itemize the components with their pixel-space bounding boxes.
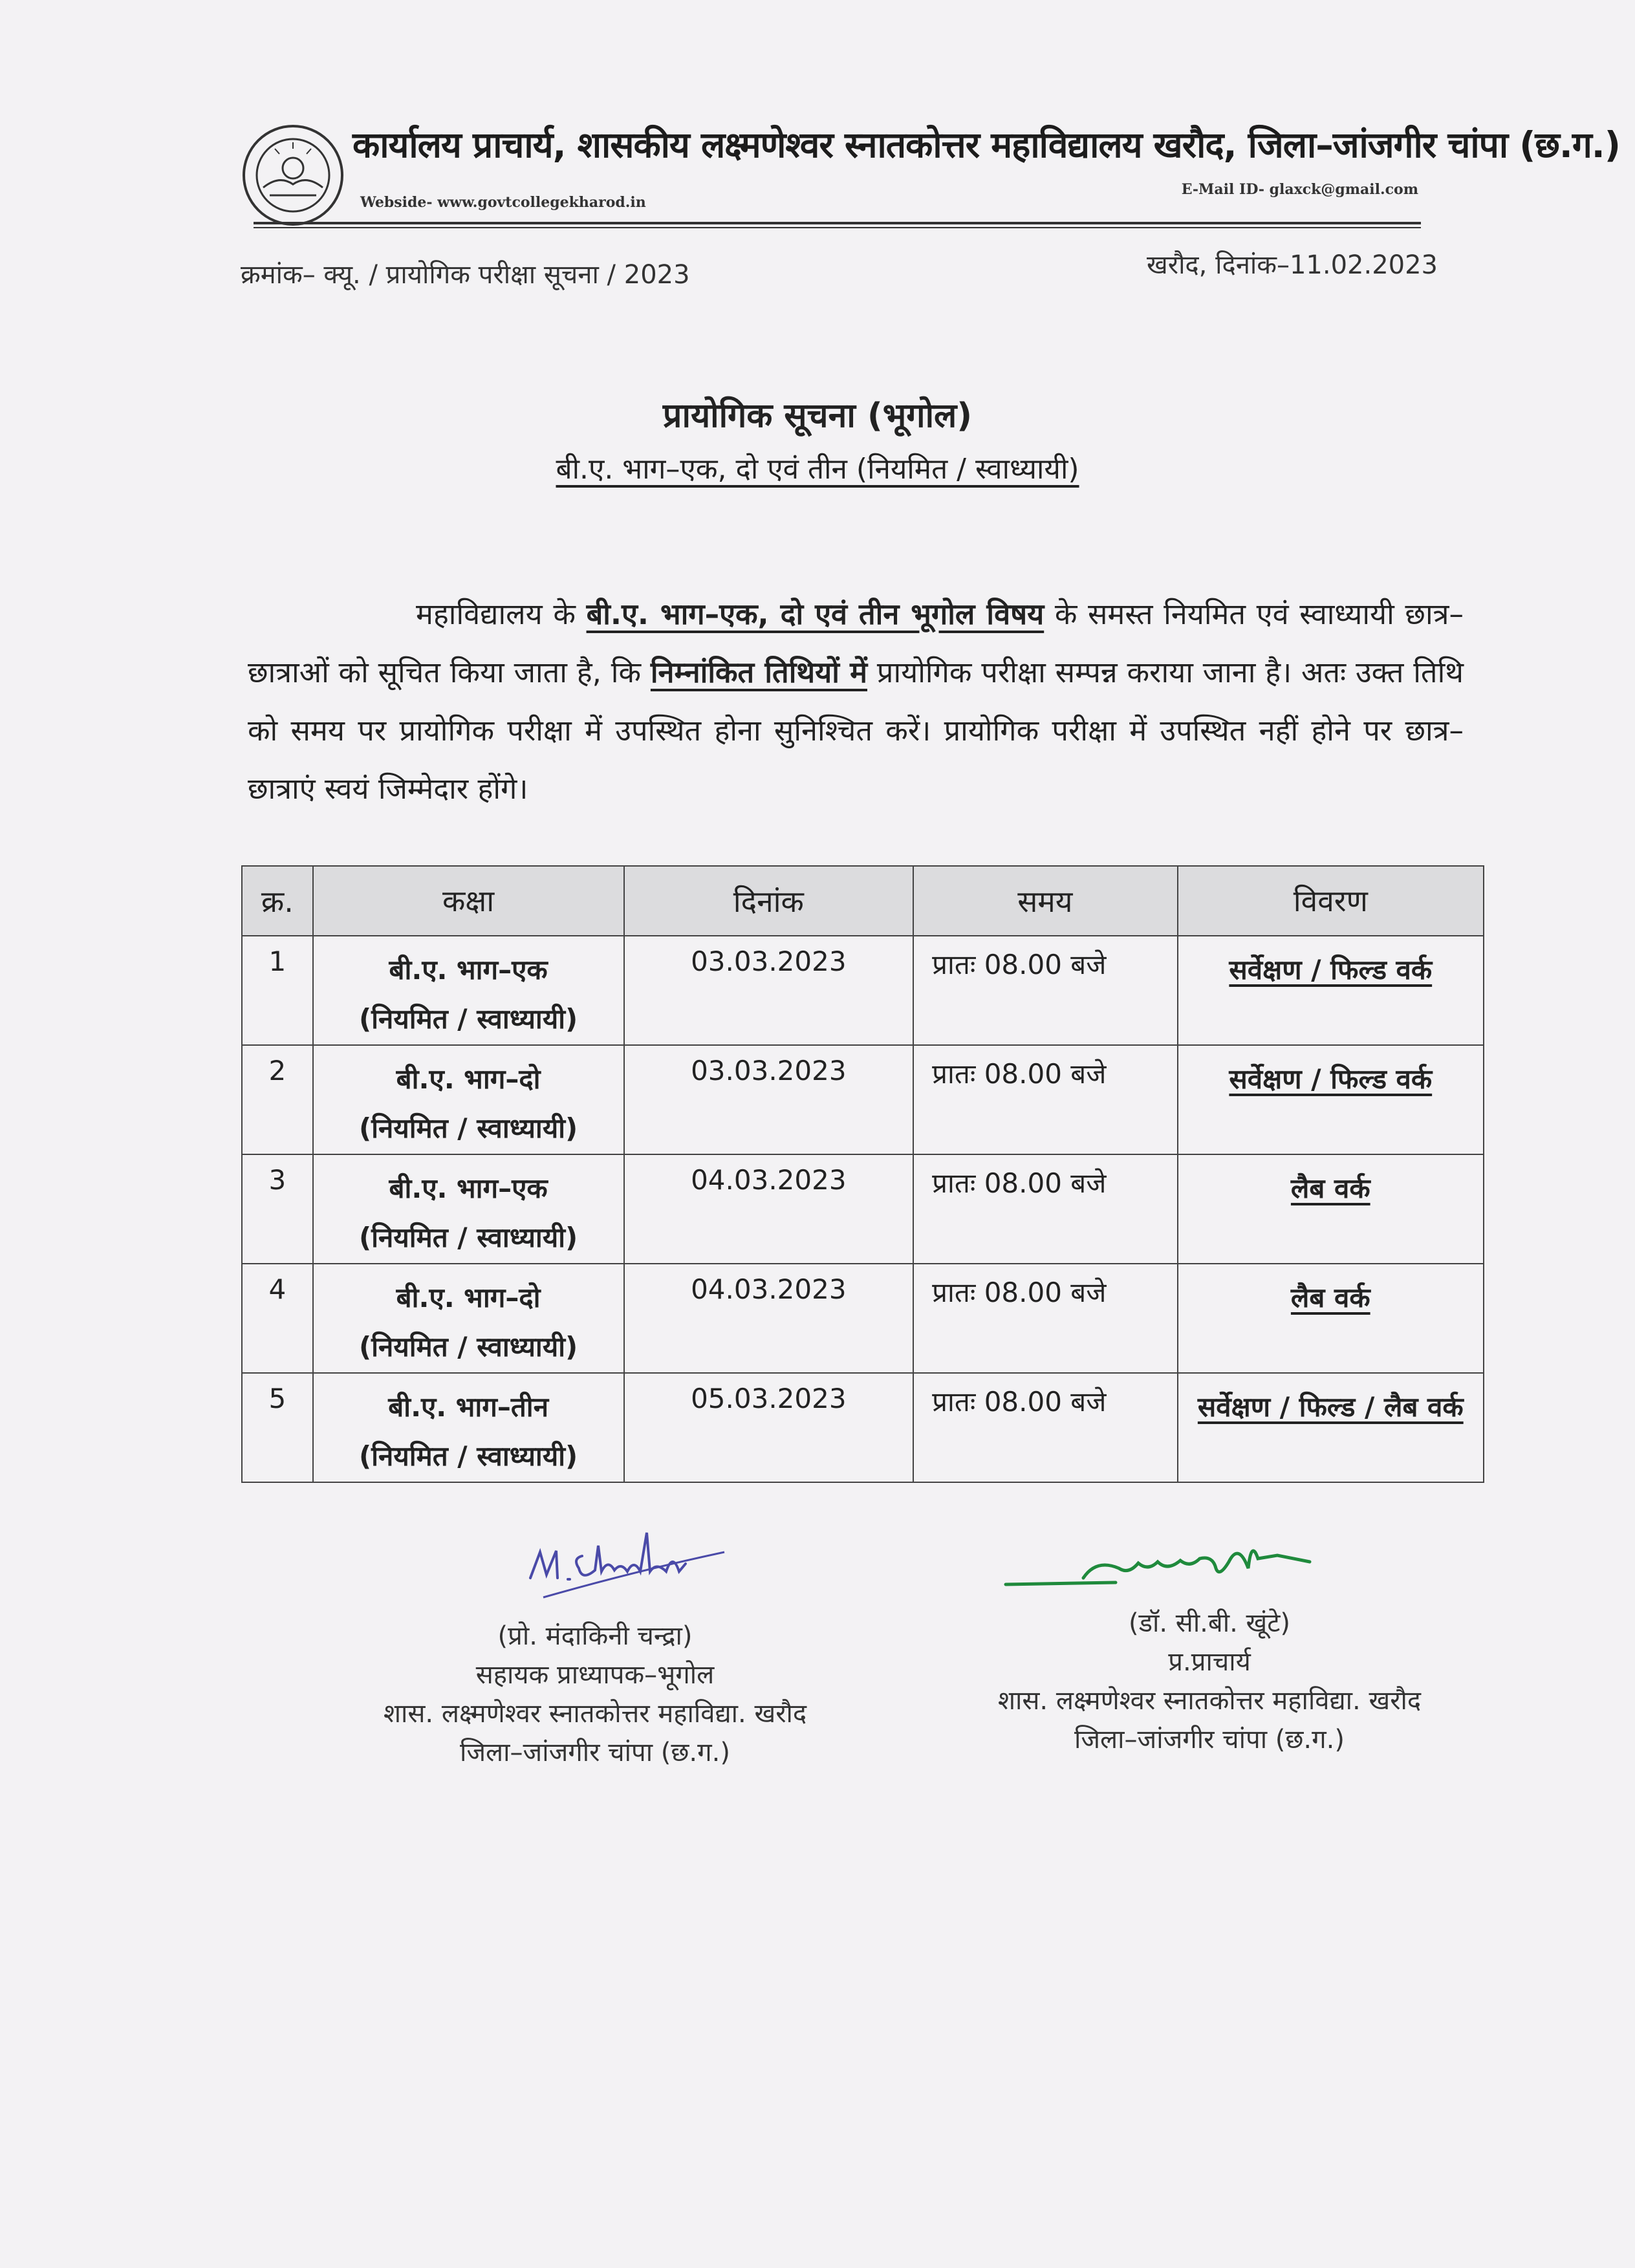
left-signatory-institution: शास. लक्ष्मणेश्वर स्नातकोत्तर महाविद्या. खरौद	[383, 1699, 807, 1729]
row-no: 2	[242, 1045, 313, 1154]
table-row	[242, 1264, 1484, 1373]
left-signatory-name: (प्रो. मंदाकिनी चन्द्रा)	[497, 1621, 693, 1651]
row-class-line2: (नियमित / स्वाध्यायी)	[358, 1440, 578, 1472]
row-no: 3	[242, 1154, 313, 1264]
notice-subtitle	[0, 448, 1635, 487]
table-row	[242, 1154, 1484, 1264]
row-class-line2: (नियमित / स्वाध्यायी)	[358, 1331, 578, 1363]
notice-subtitle-text: बी.ए. भाग–एक, दो एवं तीन (नियमित / स्वाध्यायी)	[556, 453, 1079, 486]
row-class-line2: (नियमित / स्वाध्यायी)	[358, 1003, 578, 1035]
row-time: प्रातः 08.00 बजे	[913, 1045, 1177, 1154]
para-bold1: बी.ए. भाग–एक, दो एवं तीन भूगोल विषय	[586, 597, 1045, 631]
row-class	[313, 1045, 624, 1154]
right-signatory-designation: प्र.प्राचार्य	[1168, 1647, 1251, 1677]
para-part2: के समस्त नियमित एवं स्वाध्यायी छात्र–छात्राओं को सूचित किया जाता है, कि	[248, 597, 1464, 689]
header-rule	[254, 222, 1421, 224]
row-date: 04.03.2023	[624, 1264, 914, 1373]
row-desc	[1178, 936, 1484, 1045]
right-signatory-institution: शास. लक्ष्मणेश्वर स्नातकोत्तर महाविद्या. खरौद	[997, 1686, 1422, 1716]
left-signature-icon	[517, 1507, 731, 1617]
table-row	[242, 1045, 1484, 1154]
left-signatory-designation: सहायक प्राध्यापक–भूगोल	[475, 1660, 715, 1690]
row-date: 04.03.2023	[624, 1154, 914, 1264]
right-signature-icon	[999, 1523, 1413, 1601]
header-cell-desc: विवरण	[1178, 866, 1484, 936]
row-class	[313, 1154, 624, 1264]
header-email: E-Mail ID- glaxck@gmail.com	[1181, 181, 1418, 198]
reference-number: क्रमांक– क्यू. / प्रायोगिक परीक्षा सूचना / 2023	[241, 260, 690, 290]
right-signatory-block	[931, 1604, 1488, 1759]
para-part3: प्रायोगिक परीक्षा सम्पन्न कराया जाना है। अतः उक्त तिथि को समय पर प्रायोगिक परीक्षा में उपस्थित होना सुनिश्चित करें। प्रायोगिक परीक्षा में उपस्थित नहीं होने पर छात्र–छात्राएं स्वयं जिम्मेदार होंगे।	[248, 655, 1464, 806]
left-signatory-block	[323, 1617, 867, 1772]
row-desc	[1178, 1154, 1484, 1264]
row-date: 03.03.2023	[624, 1045, 914, 1154]
right-signatory-district: जिला–जांजगीर चांपा (छ.ग.)	[1074, 1725, 1345, 1755]
row-class-line1: बी.ए. भाग–तीन	[388, 1391, 548, 1423]
header-website: Webside- www.govtcollegekharod.in	[360, 194, 646, 211]
header-title: कार्यालय प्राचार्य, शासकीय लक्ष्मणेश्वर स्नातकोत्तर महाविद्यालय खरौद, जिला–जांजगीर चांपा (छ.ग.)	[352, 124, 1620, 166]
row-desc-text: लैब वर्क	[1290, 1172, 1370, 1204]
table-header-row	[242, 866, 1484, 936]
row-no: 1	[242, 936, 313, 1045]
row-desc	[1178, 1373, 1484, 1482]
row-desc-text: सर्वेक्षण / फिल्ड वर्क	[1229, 1063, 1433, 1095]
row-time: प्रातः 08.00 बजे	[913, 1154, 1177, 1264]
table-row	[242, 1373, 1484, 1482]
row-time: प्रातः 08.00 बजे	[913, 1373, 1177, 1482]
header-cell-date: दिनांक	[624, 866, 914, 936]
row-desc	[1178, 1045, 1484, 1154]
row-desc-text: सर्वेक्षण / फिल्ड वर्क	[1229, 954, 1433, 986]
row-class-line1: बी.ए. भाग–दो	[396, 1282, 541, 1313]
row-desc	[1178, 1264, 1484, 1373]
header-cell-class: कक्षा	[313, 866, 624, 936]
table-row	[242, 936, 1484, 1045]
row-class-line1: बी.ए. भाग–दो	[396, 1063, 541, 1095]
notice-title: प्रायोगिक सूचना (भूगोल)	[662, 396, 973, 435]
para-part1: महाविद्यालय के	[416, 597, 576, 631]
row-desc-text: सर्वेक्षण / फिल्ड / लैब वर्क	[1197, 1391, 1464, 1423]
header-cell-time: समय	[913, 866, 1177, 936]
row-no: 4	[242, 1264, 313, 1373]
row-desc-text: लैब वर्क	[1290, 1282, 1370, 1313]
row-class-line2: (नियमित / स्वाध्यायी)	[358, 1222, 578, 1253]
row-class	[313, 1373, 624, 1482]
row-time: प्रातः 08.00 बजे	[913, 1264, 1177, 1373]
schedule-table	[241, 865, 1484, 1483]
left-signatory-district: जिला–जांजगीर चांपा (छ.ग.)	[460, 1738, 730, 1767]
row-date: 05.03.2023	[624, 1373, 914, 1482]
reference-date: खरौद, दिनांक–11.02.2023	[1146, 250, 1438, 280]
right-signatory-name: (डॉ. सी.बी. खूंटे)	[1128, 1608, 1291, 1638]
row-class-line2: (नियमित / स्वाध्यायी)	[358, 1112, 578, 1144]
para-bold2: निम्नांकित तिथियों में	[650, 655, 867, 689]
row-class	[313, 936, 624, 1045]
header-rule-thin	[254, 227, 1421, 228]
row-class-line1: बी.ए. भाग–एक	[389, 1172, 548, 1204]
row-no: 5	[242, 1373, 313, 1482]
notice-paragraph	[248, 585, 1464, 818]
row-time: प्रातः 08.00 बजे	[913, 936, 1177, 1045]
row-class	[313, 1264, 624, 1373]
college-seal-icon	[241, 123, 345, 228]
header-cell-no: क्र.	[242, 866, 313, 936]
row-date: 03.03.2023	[624, 936, 914, 1045]
row-class-line1: बी.ए. भाग–एक	[389, 954, 548, 986]
